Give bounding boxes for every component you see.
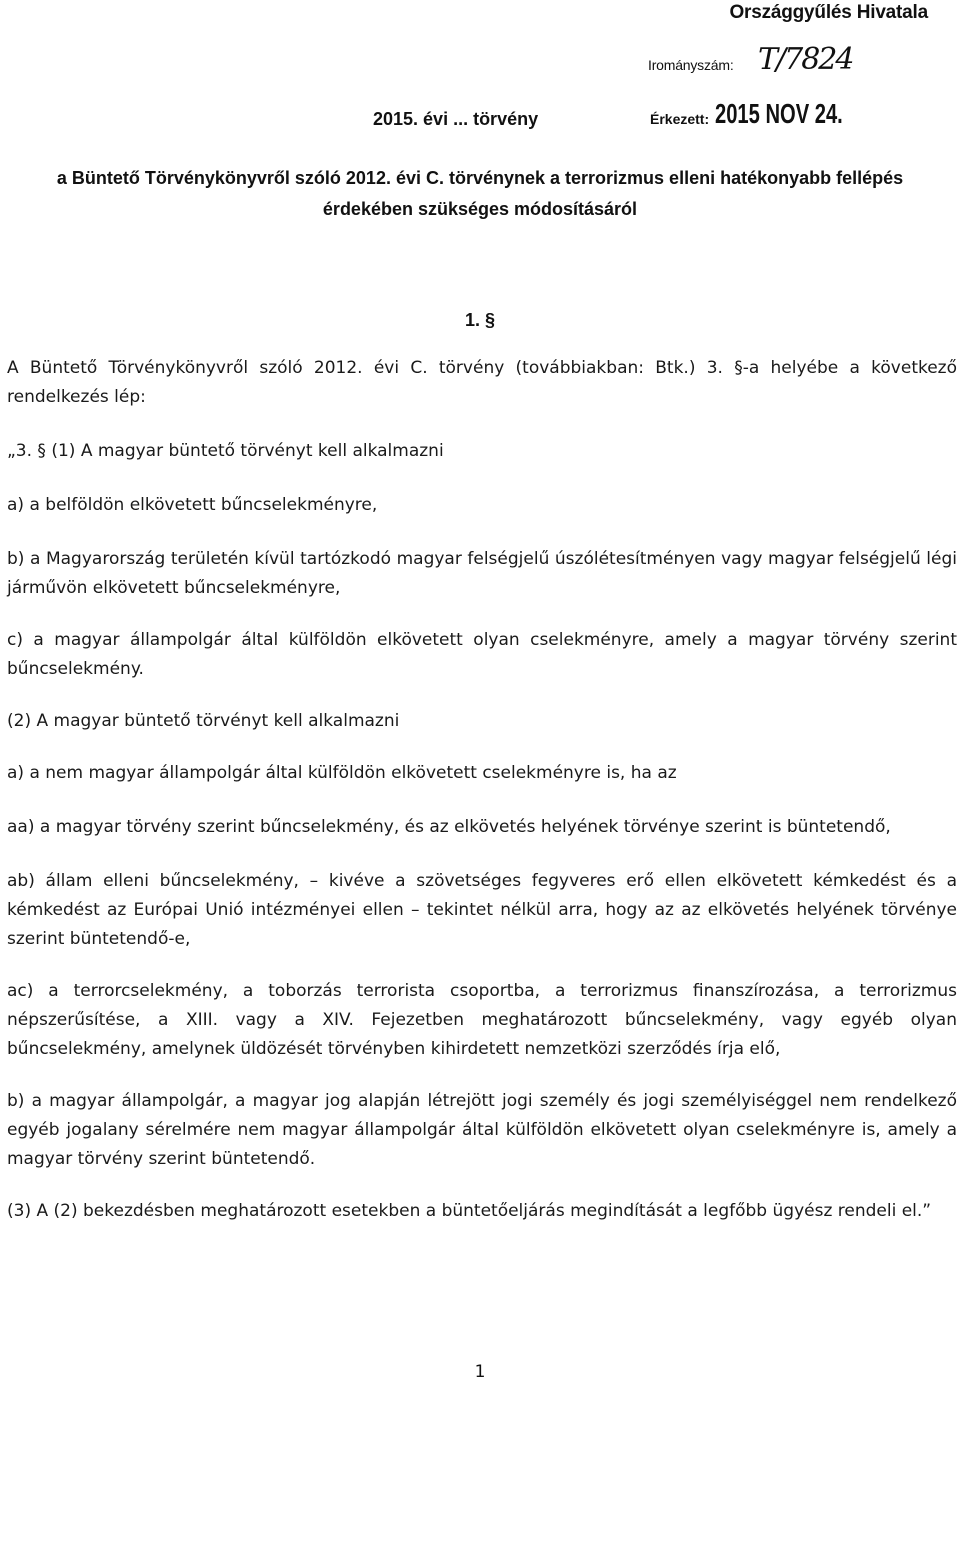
document-number-handwritten: T/7824	[758, 42, 853, 77]
paragraph: c) a magyar állampolgár által külföldön elkövetett olyan cselekményre, amely a magyar törvény szerint bűncselekmény.	[7, 630, 957, 679]
paragraph: (3) A (2) bekezdésben meghatározott esetekben a büntetőeljárás megindítását a legfőbb ügyész rendeli el.”	[7, 1201, 932, 1221]
paragraph: ac) a terrorcselekmény, a toborzás terrorista csoportba, a terrorizmus finanszírozása, a terrorizmus népszerűsítése, a XIII. vagy a XIV. Fejezetben meghatározott bűncselekmény, vagy egyéb olyan bűncselekmény, amelynek üldözését törvényben kihirdetett nemzetközi szerződés írja elő,	[7, 981, 957, 1059]
law-year-heading: 2015. évi ... törvény	[373, 109, 539, 129]
paragraph: „3. § (1) A magyar büntető törvényt kell alkalmazni	[7, 441, 444, 461]
paragraph: a) a belföldön elkövetett bűncselekményre,	[7, 495, 378, 515]
document-body	[7, 354, 957, 1226]
paragraph: b) a magyar állampolgár, a magyar jog alapján létrejött jogi személy és jogi személyiséggel nem rendelkező egyéb jogalany sérelmére nem magyar állampolgár által külföldön elkövetett olyan cselekményre is, amely a magyar törvény szerint büntetendő.	[7, 1091, 957, 1169]
page-number: 1	[474, 1362, 486, 1382]
paragraph: A Büntető Törvénykönyvről szóló 2012. évi C. törvény (továbbiakban: Btk.) 3. §-a helyébe a következő rendelkezés lép:	[7, 358, 957, 407]
received-date-stamp: 2015 NOV 24.	[715, 98, 843, 129]
law-title	[0, 163, 960, 225]
paragraph: b) a Magyarország területén kívül tartózkodó magyar felségjelű úszólétesítményen vagy magyar felségjelű légi járművön elkövetett bűncselekményre,	[7, 549, 957, 598]
law-title-line-2: érdekében szükséges módosításáról	[322, 199, 638, 219]
paragraph: (2) A magyar büntető törvényt kell alkalmazni	[7, 711, 400, 731]
section-number: 1. §	[464, 310, 496, 330]
paragraph: a) a nem magyar állampolgár által külföldön elkövetett cselekményre is, ha az	[7, 763, 677, 783]
received-label: Érkezett:	[650, 111, 710, 127]
paragraph: ab) állam elleni bűncselekmény, – kivéve a szövetséges fegyveres erő ellen elkövetett kémkedést és a kémkedést az Európai Unió intézményei ellen – tekintet nélkül arra, hogy az az elkövetés helyének törvénye szerint büntetendő-e,	[7, 871, 957, 949]
paragraph: aa) a magyar törvény szerint bűncselekmény, és az elkövetés helyének törvénye szerint is büntetendő,	[7, 817, 891, 837]
law-title-line-1: a Büntető Törvénykönyvről szóló 2012. évi C. törvénynek a terrorizmus elleni hatékonyabb fellépés	[56, 168, 904, 188]
office-stamp-title: Országgyűlés Hivatala	[729, 2, 928, 23]
document-number-label: Irományszám:	[648, 57, 734, 73]
